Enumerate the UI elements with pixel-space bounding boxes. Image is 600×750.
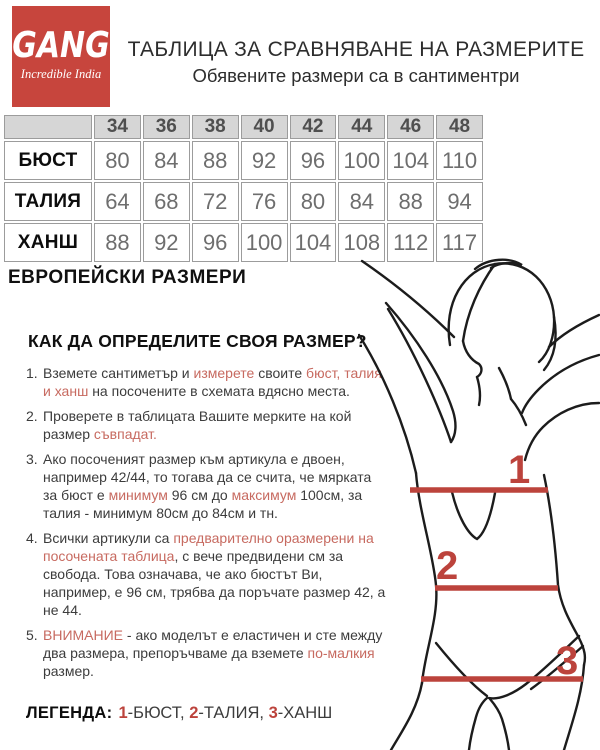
size-value: 100 — [338, 141, 385, 180]
instructions-list — [26, 364, 386, 687]
instruction-item — [26, 529, 386, 619]
size-value: 88 — [387, 182, 434, 221]
size-table-header-row — [4, 115, 483, 139]
size-value: 104 — [290, 223, 337, 262]
size-value: 68 — [143, 182, 190, 221]
instruction-number: 4. — [26, 530, 38, 546]
size-value: 94 — [436, 182, 483, 221]
instruction-text: ВНИМАНИЕ - ако моделът е еластичен и сте между два размера, препоръчваме да вземете по-малкия размер. — [43, 627, 383, 679]
size-value: 84 — [143, 141, 190, 180]
size-column-header: 42 — [290, 115, 337, 139]
measurement-label: ТАЛИЯ — [4, 182, 92, 221]
instruction-text: Вземете сантиметър и измерете своите бюст, талия и ханш на посочените в схемата вдясно места. — [43, 365, 382, 399]
brand-logo — [12, 6, 110, 107]
size-column-header: 34 — [94, 115, 141, 139]
instruction-item — [26, 450, 386, 522]
size-column-header: 46 — [387, 115, 434, 139]
size-value: 72 — [192, 182, 239, 221]
table-row-bust — [4, 141, 483, 180]
size-value: 117 — [436, 223, 483, 262]
legend-number: 2 — [189, 704, 199, 722]
bust-marker-label: 1 — [508, 448, 531, 492]
size-value: 64 — [94, 182, 141, 221]
instruction-text: Проверете в таблицата Вашите мерките на кой размер съвпадат. — [43, 408, 352, 442]
instruction-number: 3. — [26, 451, 38, 467]
instruction-item — [26, 407, 386, 443]
instruction-number: 5. — [26, 627, 38, 643]
measurement-label: БЮСТ — [4, 141, 92, 180]
size-value: 88 — [94, 223, 141, 262]
brand-name: GANG — [12, 24, 110, 67]
size-column-header: 48 — [436, 115, 483, 139]
table-row-waist — [4, 182, 483, 221]
size-value: 110 — [436, 141, 483, 180]
instruction-item — [26, 626, 386, 680]
european-sizes-heading: ЕВРОПЕЙСКИ РАЗМЕРИ — [8, 267, 247, 288]
hip-marker-label: 3 — [556, 639, 579, 683]
size-column-header: 36 — [143, 115, 190, 139]
legend-item-text: -ТАЛИЯ, — [198, 704, 269, 722]
size-value: 100 — [241, 223, 288, 262]
size-value: 108 — [338, 223, 385, 262]
legend — [26, 704, 332, 723]
instruction-item — [26, 364, 386, 400]
size-value: 84 — [338, 182, 385, 221]
legend-label: ЛЕГЕНДА: — [26, 704, 113, 722]
size-column-header: 40 — [241, 115, 288, 139]
legend-number: 1 — [118, 704, 128, 722]
instruction-number: 1. — [26, 365, 38, 381]
instruction-number: 2. — [26, 408, 38, 424]
woman-figure-illustration — [358, 255, 600, 750]
size-table — [2, 113, 485, 264]
corner-cell — [4, 115, 92, 139]
size-value: 92 — [143, 223, 190, 262]
legend-item-text: -БЮСТ, — [127, 704, 190, 722]
measurement-label: ХАНШ — [4, 223, 92, 262]
brand-tagline: Incredible India — [20, 67, 102, 81]
size-column-header: 44 — [338, 115, 385, 139]
size-value: 104 — [387, 141, 434, 180]
how-to-heading: КАК ДА ОПРЕДЕЛИТЕ СВОЯ РАЗМЕР? — [28, 331, 367, 351]
size-value: 92 — [241, 141, 288, 180]
legend-number: 3 — [268, 704, 278, 722]
page-subtitle: Обявените размери са в сантиментри — [192, 65, 520, 86]
page-title: ТАБЛИЦА ЗА СРАВНЯВАНЕ НА РАЗМЕРИТЕ — [127, 38, 585, 61]
size-value: 76 — [241, 182, 288, 221]
waist-marker-label: 2 — [436, 544, 459, 588]
instruction-text: Всички артикули са предварително оразмерени на посочената таблица, с вече предвидени см за свобода. Това означава, че ако бюстът Ви, например, е 96 см, трябва да поръчате размер 42, а не 44. — [43, 530, 386, 618]
instruction-text: Ако посоченият размер към артикула е двоен, например 42/44, то тогава да се счита, че мярката за бюст е минимум 96 см до максимум 100см, за талия - минимум 80см до 84см и тн. — [43, 451, 372, 521]
size-value: 80 — [290, 182, 337, 221]
size-value: 96 — [290, 141, 337, 180]
size-value: 112 — [387, 223, 434, 262]
legend-item-text: -ХАНШ — [277, 704, 333, 722]
size-value: 96 — [192, 223, 239, 262]
header — [118, 37, 594, 88]
size-value: 88 — [192, 141, 239, 180]
size-column-header: 38 — [192, 115, 239, 139]
size-value: 80 — [94, 141, 141, 180]
